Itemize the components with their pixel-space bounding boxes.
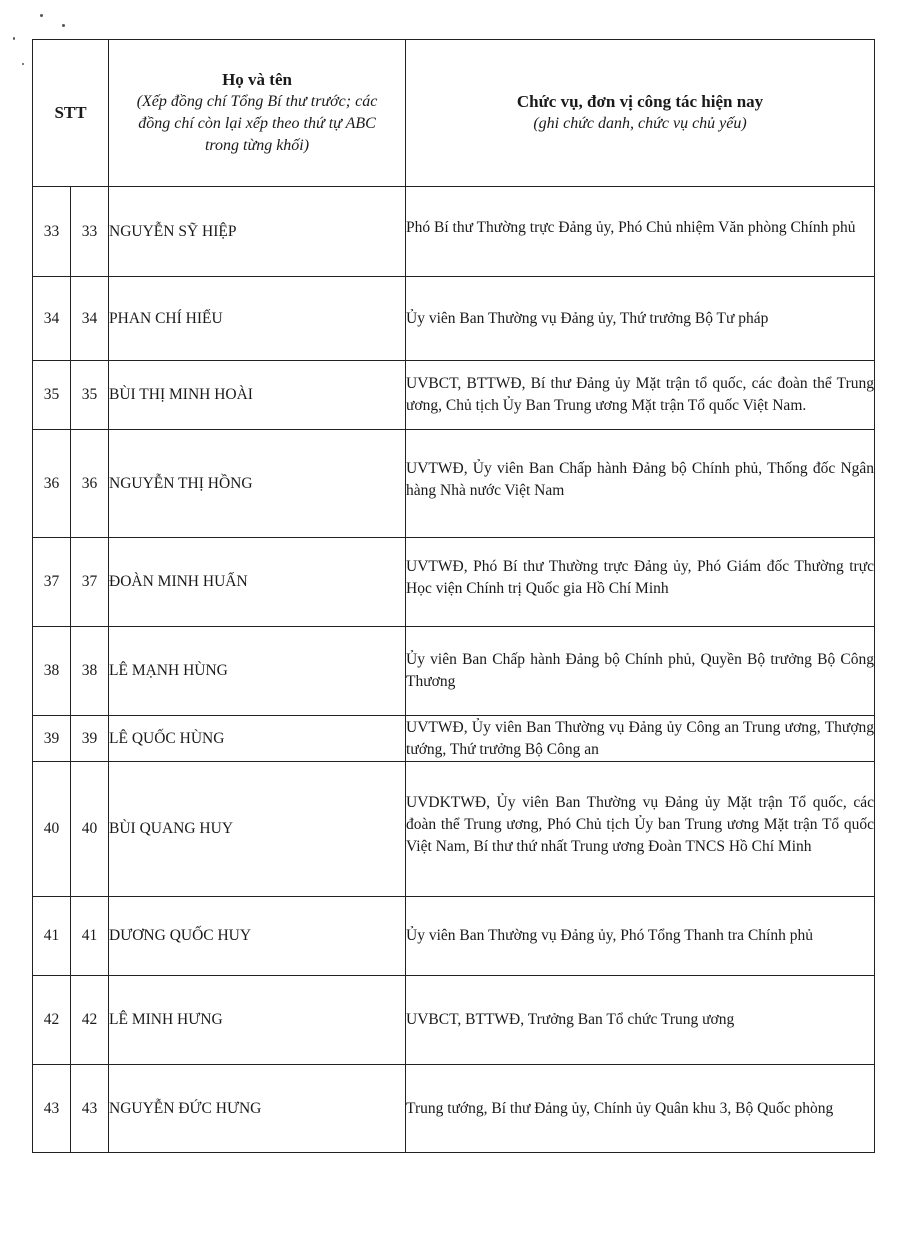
row-stt-global: 43 <box>33 1065 71 1153</box>
table-row <box>33 976 875 1065</box>
row-role: Trung tướng, Bí thư Đảng ủy, Chính ủy Quân khu 3, Bộ Quốc phòng <box>406 1065 875 1153</box>
header-role <box>406 40 875 187</box>
row-stt-global: 38 <box>33 627 71 716</box>
row-stt-group: 43 <box>71 1065 109 1153</box>
scan-speck <box>22 63 24 65</box>
row-stt-group: 36 <box>71 430 109 538</box>
row-stt-global: 35 <box>33 361 71 430</box>
row-name: BÙI THỊ MINH HOÀI <box>109 361 406 430</box>
row-name: LÊ MINH HƯNG <box>109 976 406 1065</box>
row-stt-group: 34 <box>71 277 109 361</box>
table-row <box>33 716 875 762</box>
table-row <box>33 538 875 627</box>
row-name: DƯƠNG QUỐC HUY <box>109 897 406 976</box>
row-stt-group: 35 <box>71 361 109 430</box>
row-stt-global: 39 <box>33 716 71 762</box>
row-stt-global: 42 <box>33 976 71 1065</box>
row-stt-group: 41 <box>71 897 109 976</box>
row-name: PHAN CHÍ HIẾU <box>109 277 406 361</box>
row-role: UVTWĐ, Phó Bí thư Thường trực Đảng ủy, Phó Giám đốc Thường trực Học viện Chính trị Quốc gia Hồ Chí Minh <box>406 538 875 627</box>
row-role: Phó Bí thư Thường trực Đảng ủy, Phó Chủ nhiệm Văn phòng Chính phủ <box>406 187 875 277</box>
row-stt-global: 41 <box>33 897 71 976</box>
table-row <box>33 1065 875 1153</box>
row-role: UVBCT, BTTWĐ, Trưởng Ban Tổ chức Trung ương <box>406 976 875 1065</box>
scan-speck <box>13 37 15 40</box>
row-stt-group: 40 <box>71 762 109 897</box>
header-name-title: Họ và tên <box>222 70 292 89</box>
row-stt-global: 33 <box>33 187 71 277</box>
row-name: LÊ QUỐC HÙNG <box>109 716 406 762</box>
row-role: Ủy viên Ban Chấp hành Đảng bộ Chính phủ, Quyền Bộ trưởng Bộ Công Thương <box>406 627 875 716</box>
row-name: ĐOÀN MINH HUẤN <box>109 538 406 627</box>
header-name <box>109 40 406 187</box>
header-stt: STT <box>33 40 109 187</box>
row-role: Ủy viên Ban Thường vụ Đảng ủy, Thứ trưởng Bộ Tư pháp <box>406 277 875 361</box>
table-row <box>33 187 875 277</box>
row-name: NGUYỄN SỸ HIỆP <box>109 187 406 277</box>
row-stt-group: 39 <box>71 716 109 762</box>
row-role: UVTWĐ, Ủy viên Ban Thường vụ Đảng ủy Công an Trung ương, Thượng tướng, Thứ trưởng Bộ Công an <box>406 716 875 762</box>
row-role: Ủy viên Ban Thường vụ Đảng ủy, Phó Tổng Thanh tra Chính phủ <box>406 897 875 976</box>
row-stt-group: 33 <box>71 187 109 277</box>
row-stt-global: 40 <box>33 762 71 897</box>
table-row <box>33 762 875 897</box>
header-role-title: Chức vụ, đơn vị công tác hiện nay <box>516 92 764 111</box>
row-name: NGUYỄN ĐỨC HƯNG <box>109 1065 406 1153</box>
row-name: LÊ MẠNH HÙNG <box>109 627 406 716</box>
row-role: UVBCT, BTTWĐ, Bí thư Đảng ủy Mặt trận tổ quốc, các đoàn thể Trung ương, Chủ tịch Ủy Ban Trung ương Mặt trận Tổ quốc Việt Nam. <box>406 361 875 430</box>
header-name-note: (Xếp đồng chí Tổng Bí thư trước; các đồng chí còn lại xếp theo thứ tự ABC trong từng khối) <box>136 93 378 154</box>
row-role: UVTWĐ, Ủy viên Ban Chấp hành Đảng bộ Chính phủ, Thống đốc Ngân hàng Nhà nước Việt Nam <box>406 430 875 538</box>
table-row <box>33 897 875 976</box>
table-row <box>33 627 875 716</box>
row-stt-global: 34 <box>33 277 71 361</box>
table-row <box>33 361 875 430</box>
row-stt-global: 36 <box>33 430 71 538</box>
roster-table <box>32 39 875 1153</box>
table-row <box>33 430 875 538</box>
row-role: UVDKTWĐ, Ủy viên Ban Thường vụ Đảng ủy Mặt trận Tổ quốc, các đoàn thể Trung ương, Phó Chủ tịch Ủy ban Trung ương Mặt trận Tổ quốc Việt Nam, Bí thư thứ nhất Trung ương Đoàn TNCS Hồ Chí Minh <box>406 762 875 897</box>
scan-speck <box>62 24 65 27</box>
row-stt-global: 37 <box>33 538 71 627</box>
table-row <box>33 277 875 361</box>
row-name: BÙI QUANG HUY <box>109 762 406 897</box>
header-row <box>33 40 875 187</box>
row-stt-group: 38 <box>71 627 109 716</box>
scan-speck <box>40 14 43 17</box>
row-stt-group: 37 <box>71 538 109 627</box>
header-role-note: (ghi chức danh, chức vụ chủ yếu) <box>533 115 747 132</box>
row-name: NGUYỄN THỊ HỒNG <box>109 430 406 538</box>
row-stt-group: 42 <box>71 976 109 1065</box>
